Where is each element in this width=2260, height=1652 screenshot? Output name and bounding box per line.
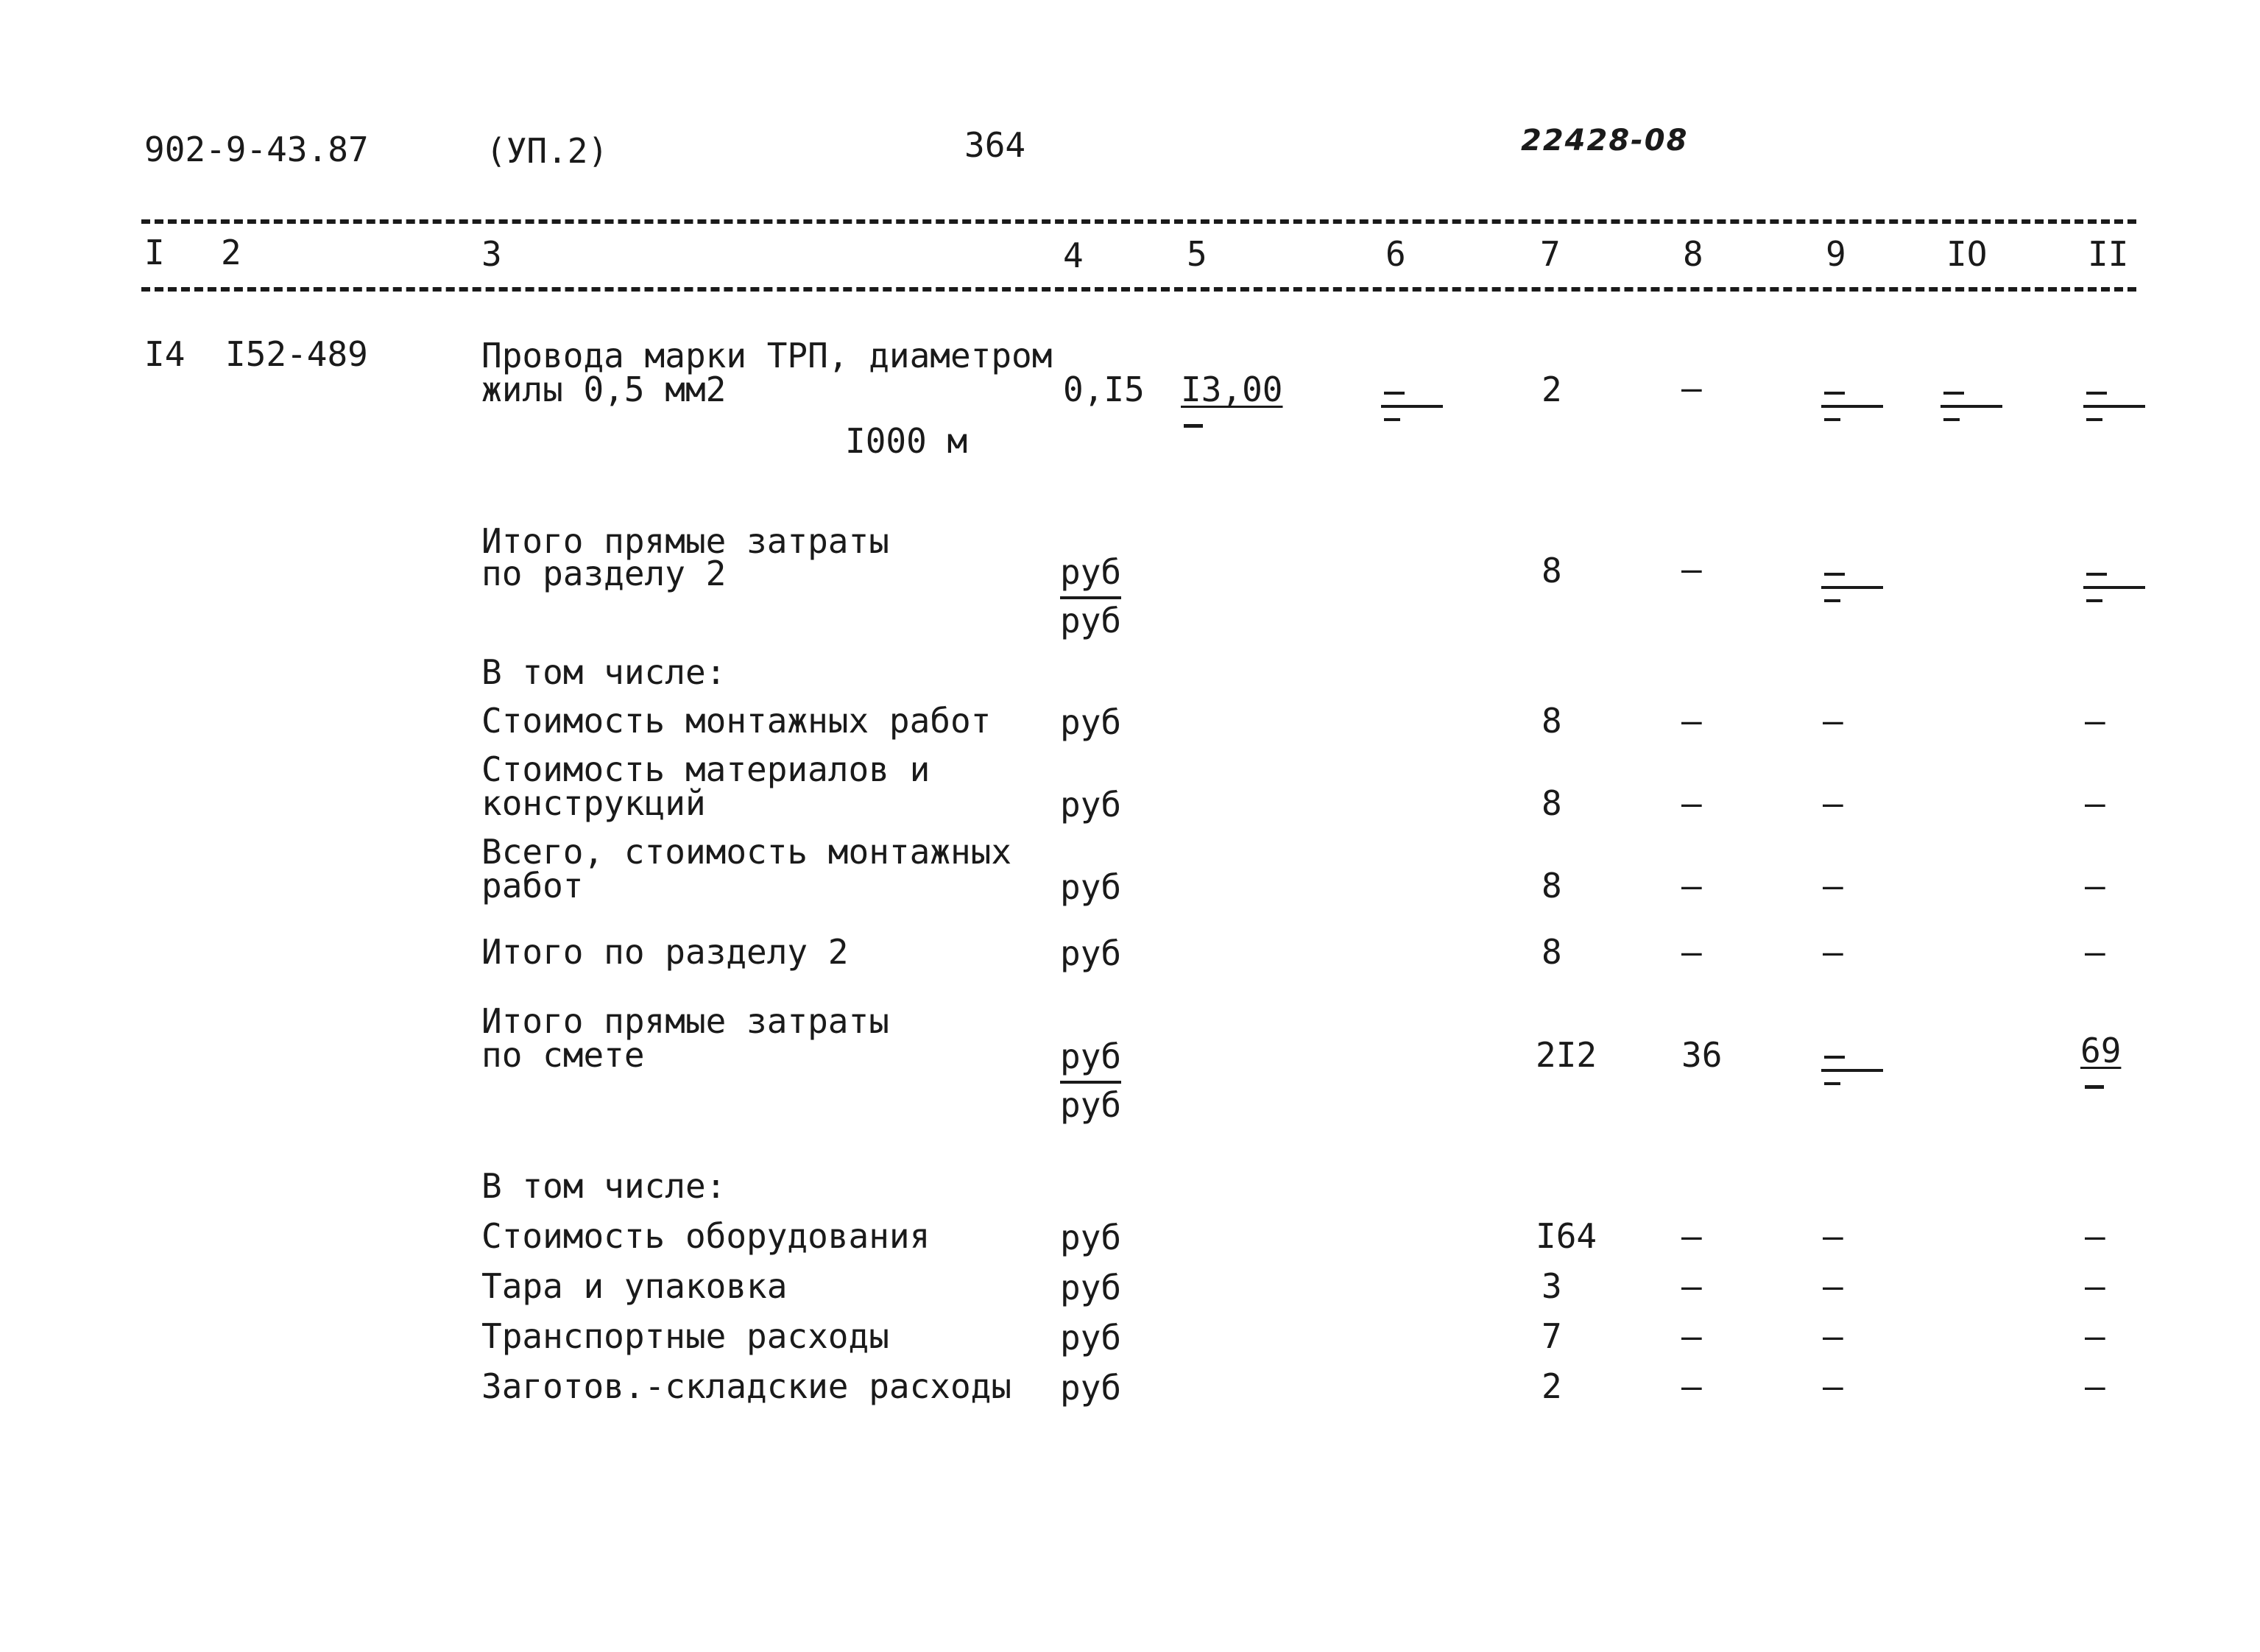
- estimate-total-unit-den: руб: [1060, 1085, 1122, 1125]
- estimate-row-col8: –: [1681, 1216, 1702, 1256]
- item-price-sub-dash: [1184, 424, 1203, 428]
- including-label-1: В том числе:: [481, 652, 727, 692]
- estimate-row-label: Заготов.-складские расходы: [481, 1366, 1012, 1406]
- item-code: I52-489: [225, 334, 368, 374]
- item-col9-fraction-dash: [1821, 386, 1880, 420]
- section-total-col11-fraction-dash: [2083, 567, 2142, 601]
- estimate-row-label: Тара и упаковка: [481, 1266, 788, 1306]
- section-row-label: Итого по разделу 2: [481, 932, 849, 972]
- section-row-col8: –: [1681, 783, 1702, 823]
- album-code: (УП.2): [486, 131, 609, 171]
- section-row-label-line2: конструкций: [481, 783, 706, 823]
- col-header-3: 3: [481, 234, 502, 274]
- estimate-row-col8: –: [1681, 1316, 1702, 1356]
- section-row-col11: –: [2085, 701, 2105, 741]
- handwritten-number: 22428-08: [1521, 124, 1689, 158]
- estimate-row-unit: руб: [1060, 1318, 1122, 1358]
- col-header-7: 7: [1540, 234, 1561, 274]
- page-number: 364: [964, 125, 1026, 165]
- estimate-row-col9: –: [1823, 1216, 1843, 1256]
- item-col6-fraction-dash: [1381, 386, 1440, 420]
- section-row-col8: –: [1681, 701, 1702, 741]
- col-header-8: 8: [1683, 234, 1703, 274]
- section-row-col9: –: [1823, 783, 1843, 823]
- item-price: I3,00: [1181, 370, 1283, 409]
- section-row-col8: –: [1681, 866, 1702, 906]
- section-row-label: Всего, стоимость монтажных: [481, 832, 1012, 872]
- section-row-label: Стоимость материалов и: [481, 749, 931, 789]
- col-header-2: 2: [221, 233, 241, 272]
- item-total: 2: [1542, 370, 1562, 409]
- estimate-total-label-line1: Итого прямые затраты: [481, 1001, 889, 1041]
- item-position: I4: [144, 334, 186, 374]
- section-row-unit: руб: [1060, 867, 1122, 907]
- section-total-unit-fraction: [1060, 552, 1122, 640]
- section-row-col9: –: [1823, 932, 1843, 972]
- section-total-label-line1: Итого прямые затраты: [481, 521, 889, 561]
- col-header-9: 9: [1826, 234, 1846, 274]
- estimate-total-col11: 69: [2080, 1031, 2122, 1070]
- item-name-line2: жилы 0,5 мм2: [481, 370, 727, 409]
- estimate-total-value: 2I2: [1536, 1035, 1597, 1075]
- col-header-4: 4: [1063, 236, 1084, 275]
- section-row-col9: –: [1823, 866, 1843, 906]
- header-rule-top: [141, 219, 2136, 224]
- header-rule-bottom: [141, 287, 2136, 292]
- estimate-row-col9: –: [1823, 1366, 1843, 1406]
- estimate-row-col11: –: [2085, 1266, 2105, 1306]
- section-row-col8: –: [1681, 932, 1702, 972]
- section-row-unit: руб: [1060, 702, 1122, 742]
- including-label-2: В том числе:: [481, 1166, 727, 1206]
- col-header-5: 5: [1187, 234, 1207, 274]
- section-total-label-line2: по разделу 2: [481, 554, 727, 593]
- estimate-row-label: Транспортные расходы: [481, 1316, 889, 1356]
- col-header-11: II: [2088, 234, 2129, 274]
- section-row-label: Стоимость монтажных работ: [481, 701, 992, 741]
- item-col11-fraction-dash: [2083, 386, 2142, 420]
- col-header-6: 6: [1385, 234, 1406, 274]
- section-row-unit: руб: [1060, 785, 1122, 825]
- section-row-col9: –: [1823, 701, 1843, 741]
- estimate-row-col8: –: [1681, 1266, 1702, 1306]
- estimate-total-col11-sub-dash: [2085, 1085, 2104, 1089]
- estimate-total-col9-fraction-dash: [1821, 1050, 1880, 1084]
- estimate-row-unit: руб: [1060, 1368, 1122, 1408]
- section-row-col11: –: [2085, 932, 2105, 972]
- estimate-total-label-line2: по смете: [481, 1035, 645, 1075]
- section-row-total: 8: [1542, 701, 1562, 741]
- doc-code: 902-9-43.87: [144, 130, 369, 169]
- item-name-line1: Провода марки ТРП, диаметром: [481, 336, 1053, 375]
- section-total-unit-den: руб: [1060, 601, 1122, 640]
- estimate-row-col11: –: [2085, 1316, 2105, 1356]
- estimate-row-col11: –: [2085, 1366, 2105, 1406]
- estimate-row-col11: –: [2085, 1216, 2105, 1256]
- section-row-total: 8: [1542, 932, 1562, 972]
- col-header-1: I: [144, 233, 165, 272]
- estimate-row-total: I64: [1536, 1216, 1597, 1256]
- item-col10-fraction-dash: [1941, 386, 1999, 420]
- section-row-col11: –: [2085, 866, 2105, 906]
- estimate-total-unit-num: руб: [1060, 1039, 1121, 1084]
- estimate-row-total: 7: [1542, 1316, 1562, 1356]
- section-row-col11: –: [2085, 783, 2105, 823]
- section-row-total: 8: [1542, 783, 1562, 823]
- estimate-row-col8: –: [1681, 1366, 1702, 1406]
- estimate-row-total: 3: [1542, 1266, 1562, 1306]
- estimate-row-unit: руб: [1060, 1268, 1122, 1307]
- item-quantity: 0,I5: [1063, 370, 1145, 409]
- section-row-total: 8: [1542, 866, 1562, 906]
- estimate-total-col8: 36: [1681, 1035, 1723, 1075]
- estimate-row-label: Стоимость оборудования: [481, 1216, 931, 1256]
- item-unit: I000 м: [845, 421, 968, 461]
- section-total-col8: –: [1681, 549, 1702, 589]
- section-row-label-line2: работ: [481, 866, 584, 906]
- col-header-10: IO: [1946, 234, 1988, 274]
- section-row-unit: руб: [1060, 933, 1122, 973]
- section-total-unit-num: руб: [1060, 555, 1121, 599]
- section-total-value: 8: [1542, 551, 1562, 590]
- estimate-total-unit-fraction: [1060, 1037, 1122, 1125]
- estimate-row-total: 2: [1542, 1366, 1562, 1406]
- section-total-col9-fraction-dash: [1821, 567, 1880, 601]
- estimate-row-col9: –: [1823, 1316, 1843, 1356]
- item-col8: –: [1681, 368, 1702, 408]
- estimate-row-col9: –: [1823, 1266, 1843, 1306]
- estimate-row-unit: руб: [1060, 1218, 1122, 1257]
